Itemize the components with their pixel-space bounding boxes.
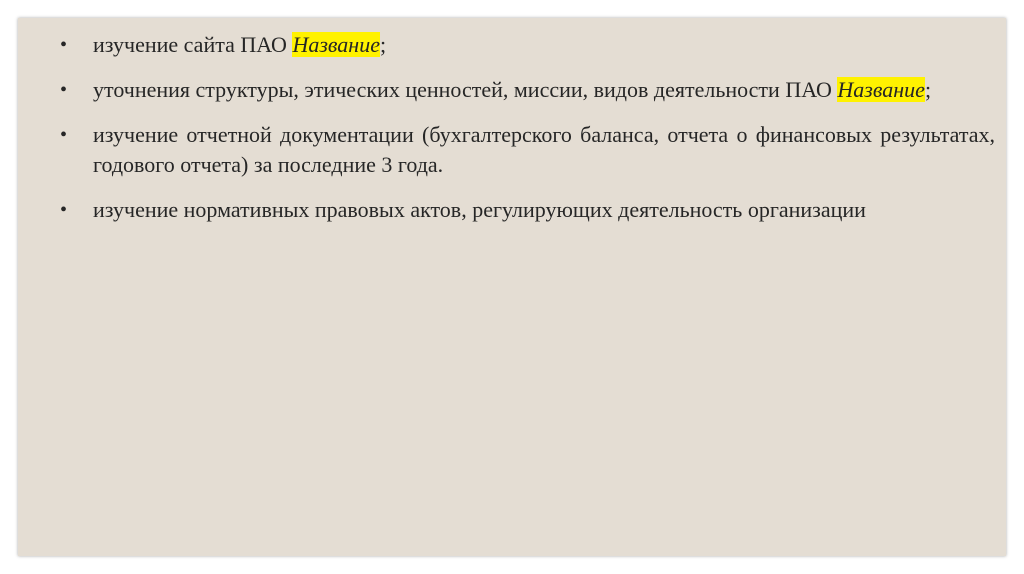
bullet-icon: •: [60, 34, 68, 56]
bullet-item-site: [60, 30, 995, 60]
bullet-icon: •: [60, 124, 68, 146]
bullet-text: изучение сайта ПАО: [93, 32, 293, 57]
bullet-item-documentation: [60, 120, 995, 180]
bullet-punctuation: ;: [924, 77, 932, 102]
bullet-text: уточнения структуры, этических ценностей, миссии, видов деятельности ПАО: [93, 77, 838, 102]
bullet-text: изучение нормативных правовых актов, регулирующих деятельность организации: [93, 197, 866, 222]
bullet-item-regulations: [60, 195, 995, 225]
bullet-item-structure: [60, 75, 995, 105]
bullet-icon: •: [60, 79, 68, 101]
bullet-list: [60, 30, 995, 240]
bullet-icon: •: [60, 199, 68, 221]
slide: [18, 18, 1006, 556]
highlighted-company-name: Название: [292, 32, 380, 57]
bullet-punctuation: ;: [380, 32, 387, 57]
highlighted-company-name: Название: [837, 77, 925, 102]
bullet-text: изучение отчетной документации (бухгалтерского баланса, отчета о финансовых результатах, годового отчета) за последние 3 года.: [93, 122, 995, 177]
